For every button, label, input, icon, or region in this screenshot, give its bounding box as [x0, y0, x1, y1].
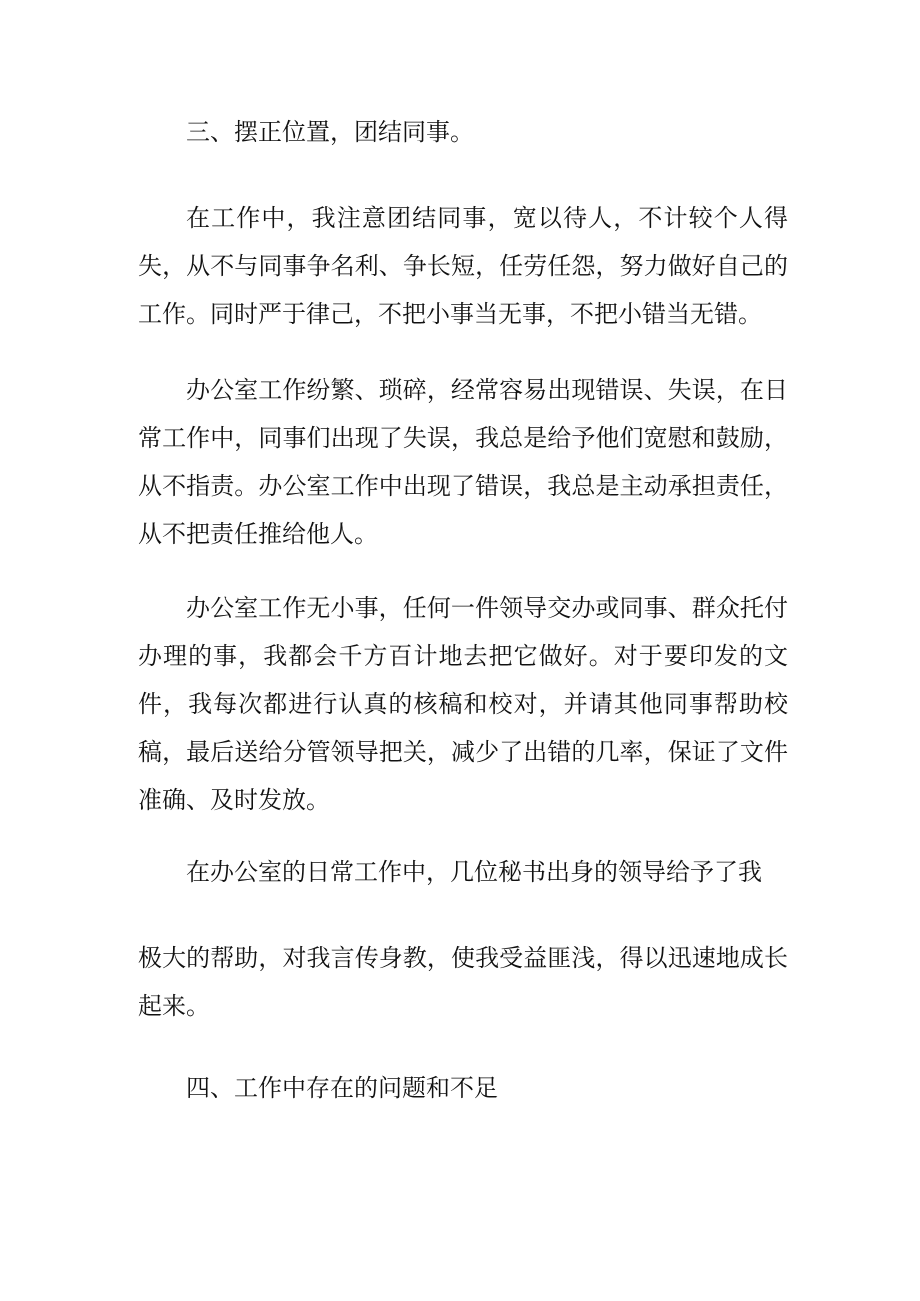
paragraph-team-unity: 在工作中，我注意团结同事，宽以待人，不计较个人得失，从不与同事争名利、争长短，任劳任怨，努力做好自己的工作。同时严于律己，不把小事当无事，不把小错当无错。 — [138, 204, 788, 328]
paragraph-leaders-help-line-2: 极大的帮助，对我言传身教，使我受益匪浅，得以迅速地成长起来。 — [138, 944, 788, 1020]
section-heading-3: 三、摆正位置，团结同事。 — [186, 118, 474, 146]
paragraph-no-small-matters: 办公室工作无小事，任何一件领导交办或同事、群众托付办理的事，我都会千方百计地去把它做好。对于要印发的文件，我每次都进行认真的核稿和校对，并请其他同事帮助校稿，最后送给分管领导把关，减少了出错的几率，保证了文件准确、及时发放。 — [138, 594, 788, 814]
paragraph-office-errors: 办公室工作纷繁、琐碎，经常容易出现错误、失误，在日常工作中，同事们出现了失误，我总是给予他们宽慰和鼓励，从不指责。办公室工作中出现了错误，我总是主动承担责任，从不把责任推给他人。 — [138, 376, 788, 548]
paragraph-leaders-help-line-1: 在办公室的日常工作中，几位秘书出身的领导给予了我 — [186, 858, 762, 886]
section-heading-4: 四、工作中存在的问题和不足 — [186, 1074, 498, 1102]
